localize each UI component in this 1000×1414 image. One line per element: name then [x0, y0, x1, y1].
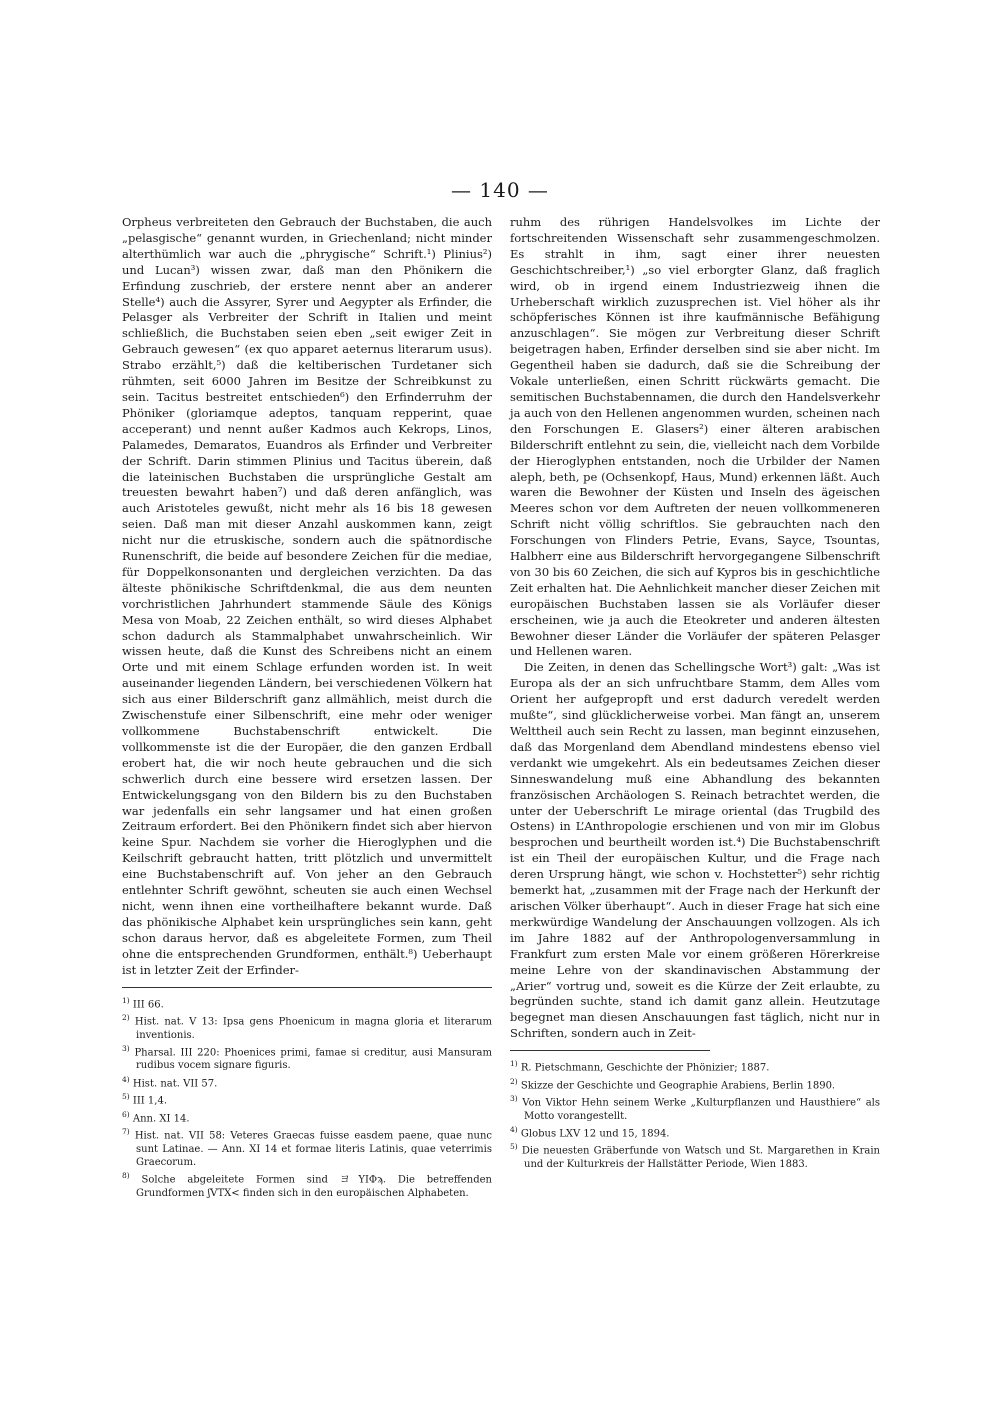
footnote-8: $^{8)}$ Solche abgeleitete Formen sind ヨYIΦϡ. Die betreffenden Grundformen ʃVTX< finden sich in den europäischen Alphabeten. [122, 1171, 493, 1199]
right-footnote-rule [510, 1050, 710, 1051]
left-body-text [122, 215, 492, 979]
right-column [510, 215, 880, 1171]
footnote-r1: $^{1)}$ R. Pietschmann, Geschichte der Phönizier; 1887. [510, 1059, 770, 1074]
left-column [122, 215, 492, 1200]
right-body-text [510, 215, 880, 1042]
footnote-r3: $^{3)}$ Von Viktor Hehn seinem Werke „Kulturpflanzen und Hausthiere“ als Motto vorangestellt. [510, 1094, 880, 1122]
footnote-3: $^{3)}$ Pharsal. III 220: Phoenices primi, famae si creditur, ausi Mansuram rudibus vocem signare figuris. [122, 1043, 492, 1072]
footnote-r4: $^{4)}$ Globus LXV 12 und 15, 1894. [510, 1124, 670, 1140]
footnote-7: $^{7)}$ Hist. nat. VII 58: Veteres Graecas fuisse easdem paene, quae nunc sunt Latinae. — Ann. XI 14 et formae literis Latinis, quae veterrimis Graecorum. [122, 1127, 492, 1168]
right-paragraph-2: Die Zeiten, in denen das Schellingsche Wort³) galt: „Was ist Europa als der an sich unfruchtbare Stamm, dem Alles vom Orient her aufgepropft und erst dadurch veredelt werden mußte“, sind glücklicherweise vorbei. Man fängt an, unserem Welttheil auch sein Recht zu lassen, man beginnt einzusehen, daß das Morgenland dem Abendland mindestens ebenso viel verdankt wie umgekehrt. Als ein bedeutsames Zeichen dieser Sinneswandelung muß eine Abhandlung des bekannten französischen Archäologen S. Reinach betrachtet werden, die unter der Ueberschrift Le mirage oriental (das Trugbild des Ostens) in L’Anthropologie erschienen und von mir im Globus besprochen und beurtheilt worden ist.⁴) Die Buchstabenschrift ist ein Theil der europäischen Kultur, und die Frage nach deren Ursprung hängt, wie schon v. Hochstetter⁵) sehr richtig bemerkt hat, „zusammen mit der Frage nach der Herkunft der arischen Völker überhaupt“. Auch in dieser Frage hat sich eine merkwürdige Wandelung der Anschauungen vollzogen. Als ich im Jahre 1882 auf der Anthropologenversammlung in Frankfurt zum ersten Male vor einem größeren Hörerkreise meine Lehre von der skandinavischen Abstammung der „Arier“ vortrug und, soweit es die Kürze der Zeit erlaubte, zu begründen suchte, stand ich damit ganz allein. Heutzutage begegnet man diesen Anschauungen fast täglich, nicht nur in Schriften, sondern auch in Zeit- [510, 660, 880, 1041]
left-paragraph-1: Orpheus verbreiteten den Gebrauch der Buchstaben, die auch „pelasgische“ genannt wurden, in Griechenland; nicht minder alterthümlich war auch die „phrygische“ Schrift.¹) Plinius²) und Lucan³) wissen zwar, daß man den Phönikern die Erfindung zuschrieb, der erstere nennt aber an anderer Stelle⁴) auch die Assyrer, Syrer und Aegypter als Erfinder, die Pelasger als Verbreiter der Schrift in Italien und meint schließlich, die Buchstaben seien eben „seit ewiger Zeit in Gebrauch gewesen“ (ex quo apparet aeternus literarum usus). Strabo erzählt,⁵) daß die keltiberischen Turdetaner sich rühmten, seit 6000 Jahren im Besitze der Schreibkunst zu sein. Tacitus bestreitet entschieden⁶) den Erfinderruhm der Phöniker (gloriamque adeptos, tanquam repperint, quae acceperant) und nennt außer Kadmos auch Kekrops, Linos, Palamedes, Demaratos, Euandros als Erfinder und Verbreiter der Schrift. Darin stimmen Plinius und Tacitus überein, daß die lateinischen Buchstaben die ursprüngliche Gestalt am treuesten bewahrt haben⁷) und daß deren anfänglich, was auch Aristoteles gewußt, nicht mehr als 16 bis 18 gewesen seien. Daß man mit dieser Anzahl auskommen kann, zeigt nicht nur die etruskische, sondern auch die spätnordische Runenschrift, die beide auf besondere Zeichen für die mediae, für Doppelkonsonanten und dergleichen verzichten. Da das älteste phönikische Schriftdenkmal, die aus dem neunten vorchristlichen Jahrhundert stammende Säule des Königs Mesa von Moab, 22 Zeichen enthält, so wird dieses Alphabet schon dadurch als Stammalphabet unwahrscheinlich. Wir wissen heute, daß die Kunst des Schreibens nicht an einem Orte und mit einem Schlage erfunden worden ist. In weit auseinander liegenden Ländern, bei verschiedenen Völkern hat sich aus einer Bilderschrift ganz allmählich, meist durch die Zwischenstufe einer Silbenschrift, eine mehr oder weniger vollkommene Buchstabenschrift entwickelt. Die vollkommenste ist die der Europäer, die den ganzen Erdball erobert hat, die wir noch heute gebrauchen und die sich schwerlich durch eine bessere wird ersetzen lassen. Der Entwickelungsgang von den Bildern bis zu den Buchstaben war jedenfalls ein sehr langsamer und hat einen großen Zeitraum erfordert. Bei den Phönikern findet sich aber hiervon keine Spur. Nachdem sie vorher die Hieroglyphen und die Keilschrift gebraucht hatten, tritt plötzlich und unvermittelt eine Buchstabenschrift auf. Von jeher an den Gebrauch entlehnter Schrift gewöhnt, scheuten sie auch einen Wechsel nicht, wenn ihnen eine vortheilhaftere bekannt wurde. Daß das phönikische Alphabet kein ursprüngliches sein kann, geht schon daraus hervor, daß es abgeleitete Formen, zum Theil ohne die entsprechenden Grundformen, enthält.⁸) Ueberhaupt ist in letzter Zeit der Erfinder- [122, 215, 492, 977]
footnote-2: $^{2)}$ Hist. nat. V 13: Ipsa gens Phoenicum in magna gloria et literarum inventionis. [122, 1013, 492, 1041]
left-footnotes [122, 994, 492, 1200]
footnote-5: $^{5)}$ III 1,4. [122, 1092, 168, 1107]
footnote-6: $^{6)}$ Ann. XI 14. [122, 1109, 190, 1124]
page-number: — 140 — [451, 178, 549, 202]
right-paragraph-1: ruhm des rührigen Handelsvolkes im Lichte der fortschreitenden Wissenschaft sehr zusammengeschmolzen. Es strahlt in ihm, sagt einer ihrer neuesten Geschichtschreiber,¹) „so viel erborgter Glanz, daß fraglich wird, ob in irgend einem Industriezweig ihnen die Urheberschaft wirklich zuzusprechen ist. Viel höher als ihr schöpferisches Können ist ihre kaufmännische Befähigung anzuschlagen“. Sie mögen zur Verbreitung dieser Schrift beigetragen haben, Erfinder derselben sind sie aber nicht. Im Gegentheil haben sie dadurch, daß sie die Schreibung der Vokale unterließen, einen Schritt rückwärts gemacht. Die semitischen Buchstabennamen, die durch den Handelsverkehr ja auch von den Hellenen angenommen wurden, scheinen nach den Forschungen E. Glasers²) einer älteren arabischen Bilderschrift entlehnt zu sein, die, vielleicht nach dem Vorbilde der Hieroglyphen entstanden, noch die Urbilder der Namen aleph, beth, pe (Ochsenkopf, Haus, Mund) erkennen läßt. Auch waren die Bewohner der Küsten und Inseln des ägeischen Meeres schon vor dem Auftreten der neuen vollkommeneren Schrift nicht völlig schriftlos. Sie gebrauchten nach den Forschungen von Flinders Petrie, Evans, Sayce, Tsountas, Halbherr eine aus Bilderschrift hervorgegangene Silbenschrift von 30 bis 60 Zeichen, die sich auf Kypros bis in geschichtliche Zeit erhalten hat. Die Aehnlichkeit mancher dieser Zeichen mit europäischen Buchstaben lassen sie als Vorläufer dieser erscheinen, wie ja auch die Eteokreter und anderen ältesten Bewohner dieser Länder die Vorläufer der späteren Pelasger und Hellenen waren. [510, 215, 880, 659]
right-footnotes [510, 1057, 880, 1171]
left-footnote-rule [122, 987, 492, 988]
footnote-1: $^{1)}$ III 66. [122, 995, 164, 1010]
footnote-r2: $^{2)}$ Skizze der Geschichte und Geographie Arabiens, Berlin 1890. [510, 1076, 836, 1091]
footnote-4: $^{4)}$ Hist. nat. VII 57. [122, 1074, 218, 1089]
footnote-r5: $^{5)}$ Die neuesten Gräberfunde von Watsch und St. Margarethen in Krain und der Kulturkreis der Hallstätter Periode, Wien 1883. [510, 1142, 880, 1170]
